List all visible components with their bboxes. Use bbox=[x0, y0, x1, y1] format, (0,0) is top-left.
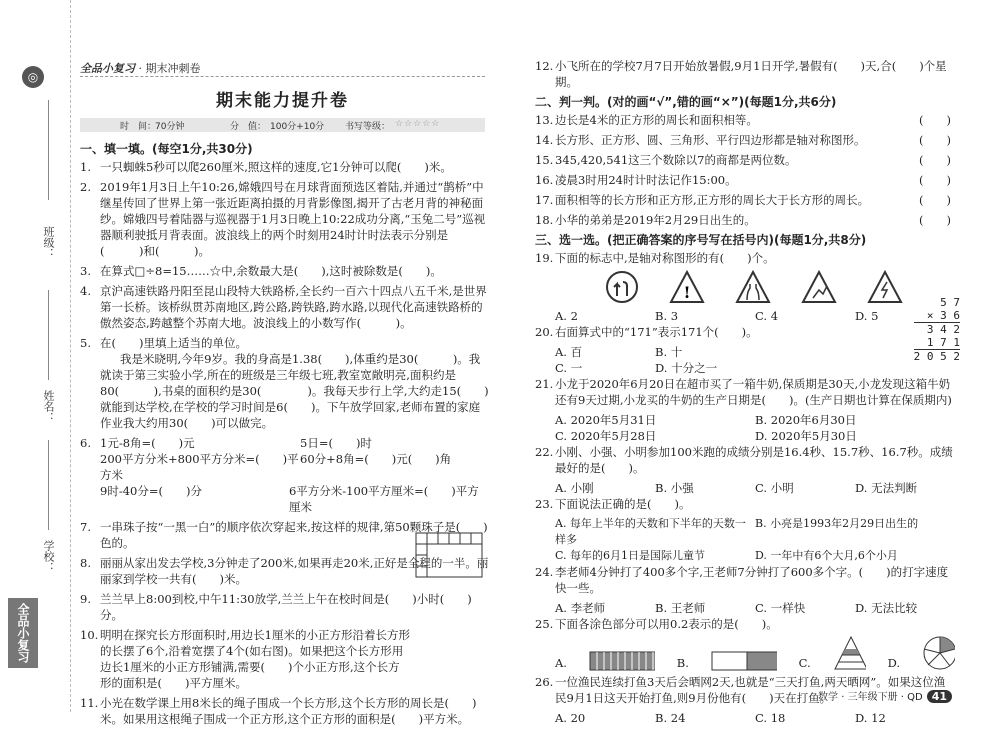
time-label: 时 间： bbox=[120, 122, 157, 132]
option-a-label: A. bbox=[555, 656, 567, 670]
options-23b: C. 每年的6月1日是国际儿童节 D. 一年中有6个大月,6个小月 bbox=[555, 549, 898, 562]
divider bbox=[48, 100, 49, 200]
options-26: A. 20 B. 24 C. 18 D. 12 bbox=[555, 711, 886, 725]
section-heading: 二、判一判。(对的画“√”,错的画“×”)(每题1分,共6分) bbox=[535, 95, 837, 109]
question-3: 3. 在算式□÷8=15……☆中,余数最大是( ),这时被除数是( )。 bbox=[80, 264, 442, 278]
page-title: 期末能力提升卷 bbox=[216, 91, 349, 111]
judge-13: 13. 边长是4米的正方形的周长和面积相等。 ( ) bbox=[535, 113, 951, 127]
traffic-signs bbox=[535, 270, 955, 304]
question-2: 2. 2019年1月3日上午10:26,嫦娥四号在月球背面预选区着陆,并通过“鹊桥”中继星传回了世界上第一张近距离拍摄的月背影像图,揭开了古老月背的神秘面纱。嫦娥四号着陆器与巡视器于1月3日晚上10:22成功分离,“玉兔二号”巡视器顺利驶抵月背表面。波浪线上的两个时刻用24时计时法表示分别是( )和( )。 bbox=[80, 180, 486, 258]
options-20b: C. 一 D. 十分之一 bbox=[555, 361, 718, 375]
shaded-circle-d bbox=[922, 635, 955, 671]
electricity-sign-icon bbox=[867, 270, 903, 304]
question-19: 19. 下面的标志中,是轴对称图形的有( )个。 bbox=[535, 251, 775, 265]
question-25: 25. 下面各涂色部分可以用0.2表示的是( )。 bbox=[535, 617, 778, 631]
page-number: 41 bbox=[927, 690, 952, 703]
logo-icon: ◎ bbox=[22, 66, 44, 88]
curve-road-sign-icon bbox=[801, 270, 837, 304]
options-24: A. 李老师 B. 王老师 C. 一样快 D. 无法比较 bbox=[555, 601, 918, 615]
divider bbox=[48, 290, 49, 380]
question-20: 20. 右面算式中的“171”表示171个( )。 bbox=[535, 325, 758, 339]
score-value: 100分+10分 bbox=[270, 122, 325, 132]
question-8: 8. 丽丽从家出发去学校,3分钟走了200米,如果再走20米,正好是全程的一半。丽丽家到学校一共有( )米。 bbox=[80, 556, 489, 586]
divider bbox=[48, 440, 49, 530]
question-24: 24. 李老师4分钟打了400多个字,王老师7分钟打了600多个字。( )的打字速度快一些。 bbox=[535, 565, 949, 595]
question-7: 7. 一串珠子按“一黑一白”的顺序依次穿起来,按这样的规律,第50颗珠子是( )色的。 bbox=[80, 520, 488, 550]
page-footer bbox=[818, 688, 952, 703]
options-22: A. 小刚 B. 小强 C. 小明 D. 无法判断 bbox=[555, 481, 918, 495]
page-header bbox=[80, 60, 485, 77]
question-4: 4. 京沪高速铁路丹阳至昆山段特大铁路桥,全长约一百六十四点八五千米,是世界第一长桥。该桥纵贯苏南地区,跨公路,跨铁路,跨水路,以现代化高速铁路桥的傲然姿态,跨越整个苏南大地。波浪线上的小数写作( )。 bbox=[80, 284, 487, 330]
question-11: 11. 小光在数学课上用8米长的绳子围成一个长方形,这个长方形的周长是( )米。如果用这根绳子围成一个正方形,这个正方形的面积是( )平方米。 bbox=[80, 696, 477, 726]
spine-brand: 全品小复习 bbox=[8, 598, 38, 668]
question-12: 12. 小飞所在的学校7月7日开始放暑假,9月1日开学,暑假有( )天,合( )个星期。 bbox=[535, 59, 947, 89]
question-10: 10. 明明在探究长方形面积时,用边长1厘米的小正方形沿着长方形的长摆了6个,沿着宽摆了4个(如右图)。如果把这个长方形用边长1厘米的小正方形铺满,需要( )个小正方形,这个长方形的面积是( )平方厘米。 bbox=[80, 628, 410, 690]
shaded-bar-b bbox=[711, 651, 777, 671]
judge-16: 16. 凌晨3时用24时计时法记作15:00。 ( ) bbox=[535, 173, 951, 187]
name-label: 姓名： bbox=[42, 390, 55, 423]
narrow-road-sign-icon bbox=[735, 270, 771, 304]
question-9: 9. 兰兰早上8:00到校,中午11:30放学,兰兰上午在校时间是( )小时( )分。 bbox=[80, 592, 472, 622]
rectangle-grid-figure bbox=[415, 532, 487, 584]
question-22: 22. 小刚、小强、小明参加100米跑的成绩分别是16.4秒、15.7秒、16.7秒。成绩最好的是( )。 bbox=[535, 445, 953, 475]
binding-spine bbox=[0, 0, 71, 712]
shaded-triangle-c bbox=[833, 635, 866, 671]
writing-label: 书写等级： bbox=[345, 122, 391, 132]
vertical-multiplication: 5 7 × 3 6 3 4 2 1 7 1 2 0 5 2 bbox=[913, 296, 960, 363]
judge-14: 14. 长方形、正方形、圆、三角形、平行四边形都是轴对称图形。 ( ) bbox=[535, 133, 951, 147]
footer-text: 数学 · 三年级下册 · QD bbox=[818, 692, 923, 703]
svg-text:!: ! bbox=[683, 283, 691, 302]
header-subtitle: · 期末冲刺卷 bbox=[138, 62, 201, 75]
options-20a: A. 百 B. 十 bbox=[555, 345, 683, 359]
right-column bbox=[535, 58, 955, 726]
judge-17: 17. 面积相等的长方形和正方形,正方形的周长大于长方形的周长。 ( ) bbox=[535, 193, 951, 207]
options-19: A. 2 B. 3 C. 4 D. 5 bbox=[555, 309, 879, 323]
question-1: 1. 一只蜘蛛5秒可以爬260厘米,照这样的速度,它1分钟可以爬( )米。 bbox=[80, 160, 452, 174]
score-label: 分 值： bbox=[230, 122, 267, 132]
question-26: 26. 一位渔民连续打鱼3天后会晒网2天,也就是“三天打鱼,两天晒网”。如果这位渔民9月1日这天开始打鱼,则9月份他有( )天在打鱼。 bbox=[535, 675, 946, 705]
judge-18: 18. 小华的弟弟是2019年2月29日出生的。 ( ) bbox=[535, 213, 951, 227]
question-5: 5. 在( )里填上适当的单位。 我是米晓明,今年9岁。我的身高是1.38( ),体重约是30( )。我就读于第三实验小学,所在的班级是三年级七班,教室宽敞明亮,面积约是80( ),书桌的面积约是30( )。我每天步行上学,大约走15( )就能到达学校,在学校的学习时间是6( )。下午放学回家,老师布置的家庭作业我大约用30( )可以做完。 bbox=[80, 336, 489, 430]
option-c-label: C. bbox=[798, 656, 811, 670]
question-6: 6. 1元-8角=( )元 5日=( )时 200平方分米+800平方分米=( )平方米 60分+8角=( )元( )角 9时-40分=( )分 6平方分米-100平方厘米=( )平方厘米 bbox=[80, 436, 479, 514]
option-b-label: B. bbox=[676, 656, 689, 670]
option-d-label: D. bbox=[887, 656, 901, 670]
road-sign-turn-icon bbox=[605, 270, 639, 304]
brand-logo: 全品小复习 bbox=[80, 62, 135, 75]
section-heading: 三、选一选。(把正确答案的序号写在括号内)(每题1分,共8分) bbox=[535, 233, 867, 247]
class-label: 班级： bbox=[42, 226, 55, 259]
question-23: 23. 下面说法正确的是( )。 bbox=[535, 497, 691, 511]
judge-15: 15. 345,420,541这三个数除以7的商都是两位数。 ( ) bbox=[535, 153, 951, 167]
time-value: 70分钟 bbox=[155, 122, 185, 132]
options-21b: C. 2020年5月28日 D. 2020年5月30日 bbox=[555, 429, 857, 443]
options-23a: A. 每年上半年的天数和下半年的天数一样多 B. 小亮是1993年2月29日出生的 bbox=[555, 517, 919, 546]
school-label: 学校： bbox=[42, 540, 55, 573]
left-column bbox=[80, 138, 490, 731]
rating-stars: ☆☆☆☆☆ bbox=[395, 119, 441, 129]
shaded-figures bbox=[535, 635, 955, 671]
section-heading: 一、填一填。(每空1分,共30分) bbox=[80, 142, 253, 156]
shaded-bar-a bbox=[589, 651, 655, 671]
info-bar bbox=[80, 118, 485, 132]
question-21: 21. 小龙于2020年6月20日在超市买了一箱牛奶,保质期是30天,小龙发现这箱牛奶还有9天过期,小龙买的牛奶的生产日期是( )。(生产日期也计算在保质期内) bbox=[535, 377, 952, 407]
warning-sign-icon bbox=[669, 270, 705, 304]
options-21a: A. 2020年5月31日 B. 2020年6月30日 bbox=[555, 413, 857, 427]
